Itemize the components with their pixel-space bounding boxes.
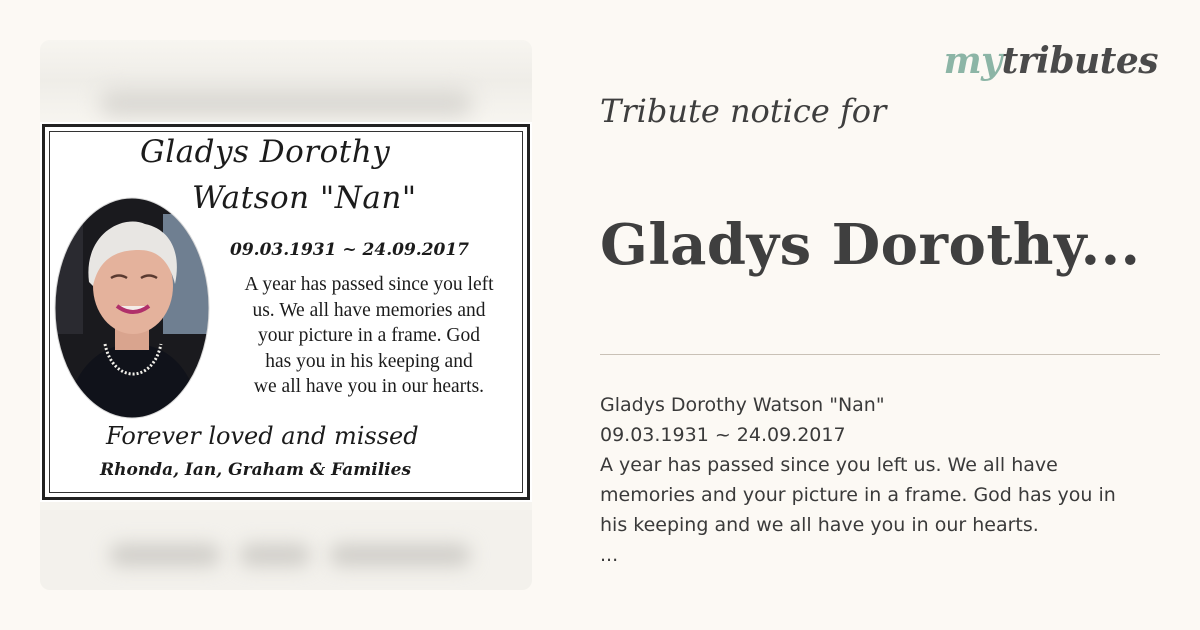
verse-line: has you in his keeping and [265, 350, 473, 372]
notice-name-line1: Gladys Dorothy [140, 134, 391, 170]
verse-line: A year has passed since you left [244, 274, 494, 295]
page-title: Gladys Dorothy... [600, 212, 1141, 278]
notice-dates: 09.03.1931 ~ 24.09.2017 [230, 240, 470, 260]
blurred-background-bottom [40, 510, 532, 590]
excerpt-line: memories and your picture in a frame. God has you in [600, 484, 1116, 506]
portrait-photo [53, 194, 211, 422]
verse-line: we all have you in our hearts. [253, 376, 485, 397]
tribute-notice-image [40, 40, 532, 590]
excerpt-line: his keeping and we all have you in our hearts. [600, 514, 1039, 536]
notice-excerpt [600, 390, 1160, 570]
notice-name-line2: Watson "Nan" [192, 180, 417, 216]
logo-my: my [943, 40, 1002, 82]
logo-tributes: tributes [1001, 40, 1158, 82]
notice-verse [220, 272, 518, 400]
excerpt-line: Gladys Dorothy Watson "Nan" [600, 394, 885, 416]
verse-line: your picture in a frame. God [257, 325, 480, 346]
notice-panel [40, 122, 532, 502]
verse-line: us. We all have memories and [252, 299, 486, 321]
notice-closing: Forever loved and missed [106, 422, 419, 450]
mytributes-logo[interactable] [944, 40, 1158, 82]
excerpt-line: A year has passed since you left us. We all have [600, 454, 1058, 476]
divider [600, 354, 1160, 355]
notice-from: Rhonda, Ian, Graham & Families [100, 460, 412, 480]
blurred-background-top [40, 40, 532, 122]
excerpt-ellipsis: ... [600, 544, 619, 566]
excerpt-line: 09.03.1931 ~ 24.09.2017 [600, 424, 846, 446]
page-subtitle: Tribute notice for [600, 92, 887, 130]
